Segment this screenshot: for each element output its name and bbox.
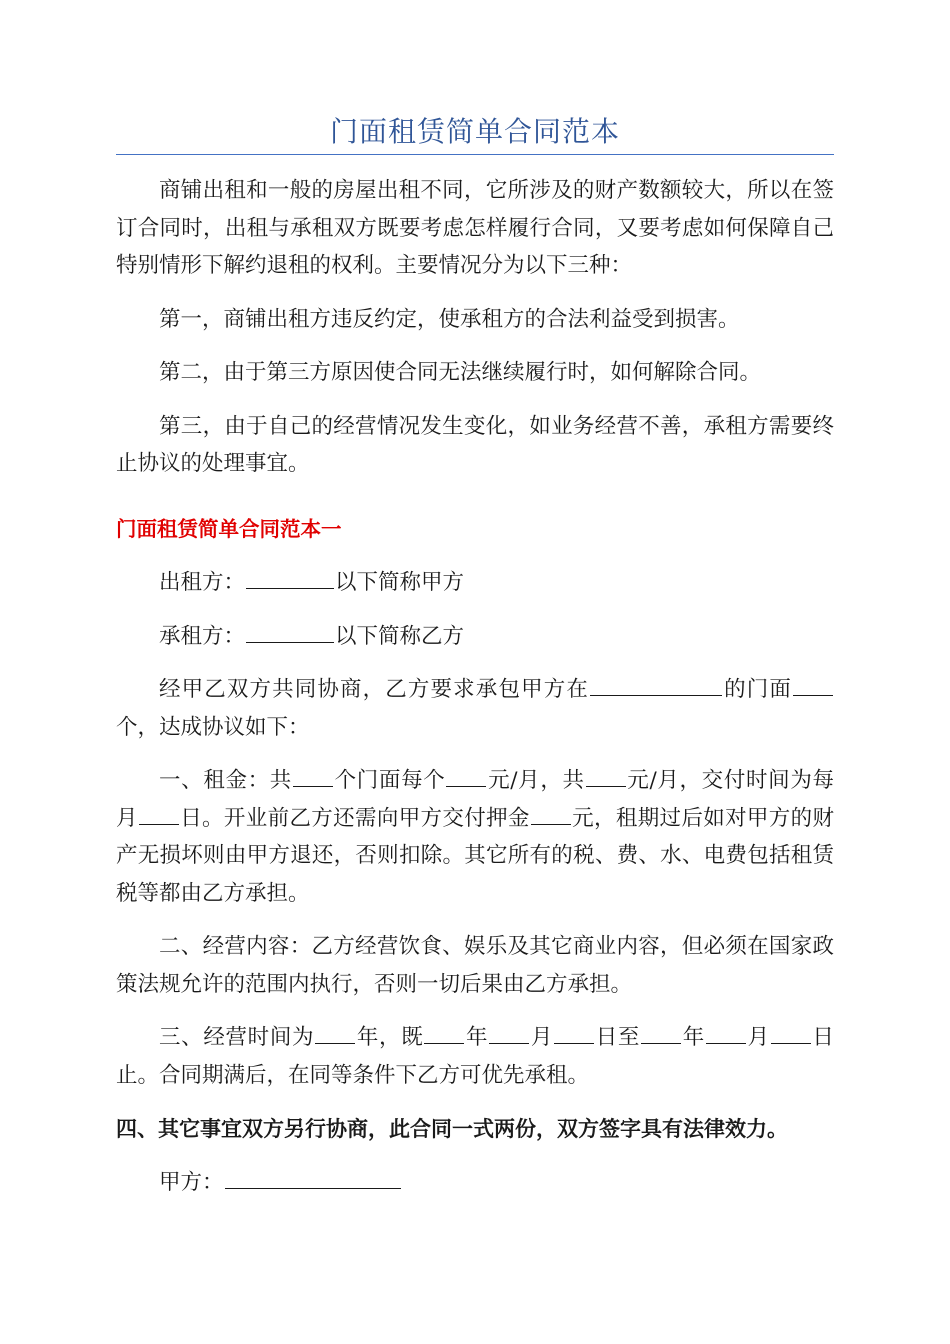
lessee-label: 承租方： bbox=[159, 623, 246, 649]
document-body bbox=[116, 172, 834, 1201]
section-heading: 门面租赁简单合同范本一 bbox=[116, 516, 342, 541]
term-text-h: 日止。合同期满后，在同等条件下乙方可优先承租。 bbox=[116, 1025, 834, 1088]
case-3-paragraph: 第三，由于自己的经营情况发生变化，如业务经营不善，承租方需要终止协议的处理事宜。 bbox=[116, 413, 834, 476]
rent-clause bbox=[116, 762, 834, 912]
lessee-line bbox=[116, 618, 834, 656]
other-terms-clause: 四、其它事宜双方另行协商，此合同一式两份，双方签字具有法律效力。 bbox=[116, 1116, 788, 1141]
term-text-f: 年 bbox=[682, 1025, 705, 1050]
start-month-blank bbox=[489, 1042, 529, 1044]
end-month-blank bbox=[706, 1042, 746, 1044]
title-underline bbox=[116, 154, 834, 155]
rent-text-d: 元/月，交付时间为每月 bbox=[116, 768, 834, 831]
lessee-suffix: 以下简称乙方 bbox=[335, 623, 465, 649]
rent-text-f: 元，租期过后如对甲方的财产无损坏则由甲方退还，否则扣除。其它所有的税、费、水、电费包括租赁税等都由乙方承担。 bbox=[116, 805, 834, 906]
term-text-c: 年 bbox=[465, 1025, 489, 1050]
agreement-paragraph bbox=[116, 671, 834, 746]
end-day-blank bbox=[771, 1042, 811, 1044]
agreement-text-b: 的门面 bbox=[722, 677, 792, 702]
intro-paragraph: 商铺出租和一般的房屋出租不同，它所涉及的财产数额较大，所以在签订合同时，出租与承租双方既要考虑怎样履行合同，又要考虑如何保障自己特别情形下解约退租的权利。主要情况分为以下三种： bbox=[116, 178, 834, 278]
term-text-a: 三、经营时间为 bbox=[159, 1025, 315, 1050]
rent-text-c: 元/月，共 bbox=[487, 768, 585, 793]
start-year-blank bbox=[424, 1042, 464, 1044]
deposit-blank bbox=[531, 823, 571, 825]
agreement-text-a: 经甲乙双方共同协商，乙方要求承包甲方在 bbox=[159, 677, 589, 702]
case-2-paragraph: 第二，由于第三方原因使合同无法继续履行时，如何解除合同。 bbox=[159, 360, 762, 385]
storefront-count-blank bbox=[793, 694, 833, 696]
term-text-b: 年，既 bbox=[356, 1025, 424, 1050]
term-text-d: 月 bbox=[530, 1025, 554, 1050]
lessor-label: 出租方： bbox=[159, 570, 246, 595]
scope-clause: 二、经营内容：乙方经营饮食、娱乐及其它商业内容，但必须在国家政策法规允许的范围内执行，否则一切后果由乙方承担。 bbox=[116, 934, 834, 997]
rent-total-blank bbox=[586, 785, 626, 787]
start-day-blank bbox=[554, 1042, 594, 1044]
lessor-suffix: 以下简称甲方 bbox=[335, 570, 465, 595]
term-years-blank bbox=[315, 1042, 355, 1044]
party-a-label: 甲方： bbox=[159, 1169, 224, 1195]
party-a-signature-line bbox=[116, 1164, 834, 1202]
document-title: 门面租赁简单合同范本 bbox=[329, 115, 620, 148]
term-text-g: 月 bbox=[746, 1025, 770, 1050]
agreement-text-c: 个，达成协议如下： bbox=[116, 714, 310, 740]
rent-text-e: 日。开业前乙方还需向甲方交付押金 bbox=[179, 805, 530, 831]
rent-day-blank bbox=[139, 823, 179, 825]
rent-count-blank bbox=[293, 785, 333, 787]
party-a-signature-blank bbox=[225, 1187, 401, 1189]
lessee-blank bbox=[246, 641, 334, 643]
location-blank bbox=[590, 694, 722, 696]
term-clause bbox=[116, 1019, 834, 1094]
rent-text-a: 一、租金：共 bbox=[159, 768, 292, 793]
rent-each-blank bbox=[446, 785, 486, 787]
case-1-paragraph: 第一，商铺出租方违反约定，使承租方的合法利益受到损害。 bbox=[159, 306, 740, 332]
lessor-line bbox=[116, 564, 834, 602]
lessor-blank bbox=[246, 587, 334, 589]
rent-text-b: 个门面每个 bbox=[333, 768, 446, 793]
end-year-blank bbox=[641, 1042, 681, 1044]
term-text-e: 日至 bbox=[595, 1025, 641, 1050]
